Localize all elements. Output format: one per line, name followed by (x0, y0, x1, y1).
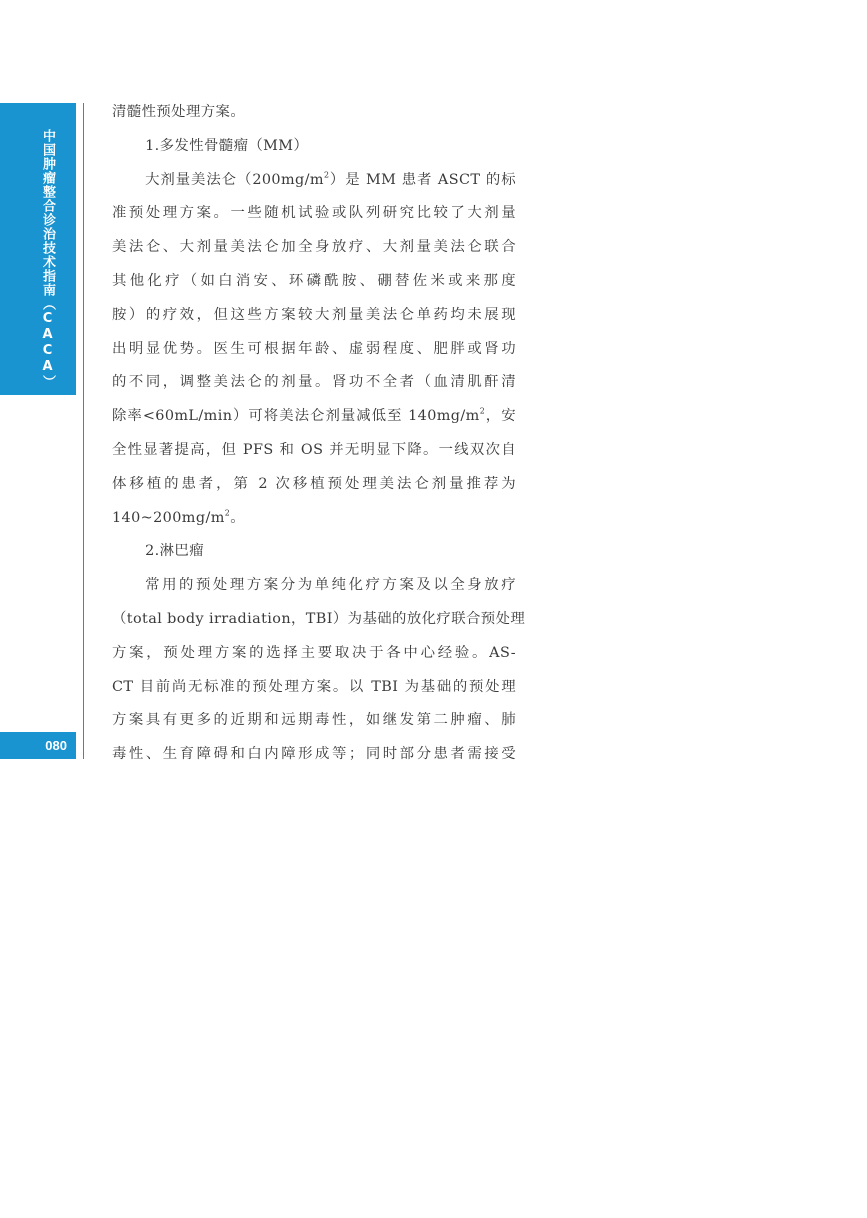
text-line: 常用的预处理方案分为单纯化疗方案及以全身放疗 (145, 577, 516, 594)
page-number: 080 (45, 738, 67, 753)
text-line: 其他化疗（如白消安、环磷酰胺、硼替佐米或来那度 (112, 272, 516, 289)
book-title: 中国肿瘤整合诊治技术指南（CACA） (40, 129, 55, 389)
text-line: $140\sim 200mg/m^2$。 (112, 508, 245, 526)
section-heading-mm: 1.多发性骨髓瘤（MM） (145, 137, 309, 154)
text-line: 准预处理方案。一些随机试验或队列研究比较了大剂量 (112, 205, 516, 222)
text-line: CT 目前尚无标准的预处理方案。以 TBI 为基础的预处理 (112, 678, 516, 695)
text-line: 毒性、生育障碍和白内障形成等；同时部分患者需接受 (112, 746, 516, 763)
text-line: （total body irradiation，TBI）为基础的放化疗联合预处理 (112, 610, 526, 627)
body-text (112, 96, 526, 772)
text-line: 方案具有更多的近期和远期毒性，如继发第二肿瘤、肺 (112, 712, 516, 729)
text-line: 的不同，调整美法仑的剂量。肾功不全者（血清肌酐清 (112, 374, 516, 391)
page-number-box (0, 732, 76, 759)
text-line: 大剂量美法仑$(200mg/m^2)$是 MM 患者 ASCT 的标 (145, 170, 516, 188)
text-line: 胺）的疗效，但这些方案较大剂量美法仑单药均未展现 (112, 306, 516, 323)
margin-divider (83, 103, 84, 759)
text-line: 清髓性预处理方案。 (112, 104, 246, 120)
text-line: 美法仑、大剂量美法仑加全身放疗、大剂量美法仑联合 (112, 239, 516, 256)
text-line: 除率<60mL/min）可将美法仑剂量减低至 $140mg/m^2$，安 (112, 406, 516, 425)
text-line: 方案，预处理方案的选择主要取决于各中心经验。AS- (112, 644, 516, 661)
section-heading-lymphoma: 2.淋巴瘤 (145, 543, 205, 560)
text-line: 出明显优势。医生可根据年龄、虚弱程度、肥胖或肾功 (112, 340, 516, 357)
text-line: 全性显著提高，但 PFS 和 OS 并无明显下降。一线双次自 (112, 441, 516, 458)
text-line: 体移植的患者，第 2 次移植预处理美法仑剂量推荐为 (112, 475, 516, 492)
